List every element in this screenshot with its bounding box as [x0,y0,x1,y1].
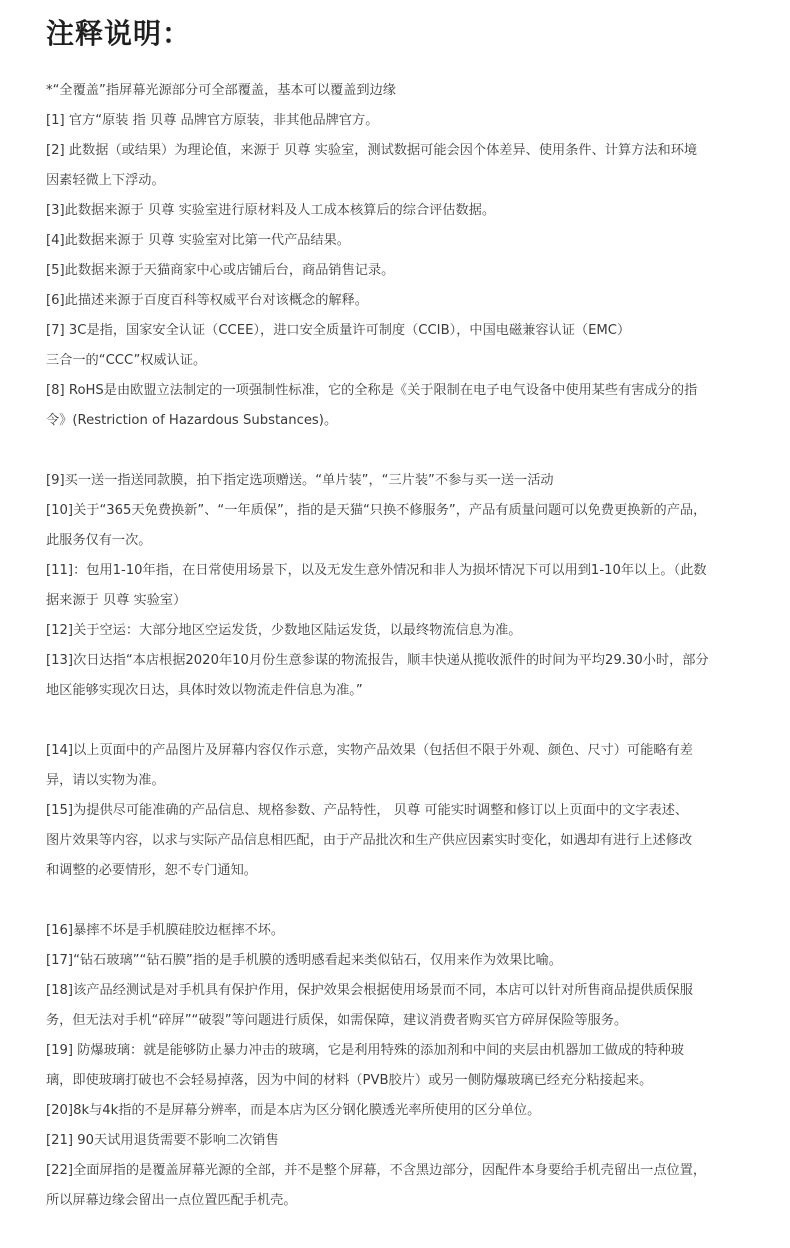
note-line: 令》(Restriction of Hazardous Substances)。 [46,413,338,428]
note-line: [16]暴摔不坏是手机膜硅胶边框摔不坏。 [46,923,285,938]
note-line: *“全覆盖”指屏幕光源部分可全部覆盖，基本可以覆盖到边缘 [46,83,396,98]
note-line: 图片效果等内容，以求与实际产品信息相匹配，由于产品批次和生产供应因素实时变化，如遇却有进行上述修改 [46,833,693,848]
note-line: 此服务仅有一次。 [46,533,152,548]
note-line: 因素轻微上下浮动。 [46,173,165,188]
note-line: [12]关于空运：大部分地区空运发货，少数地区陆运发货，以最终物流信息为准。 [46,623,522,638]
note-line: 地区能够实现次日达，具体时效以物流走件信息为准。” [46,683,363,698]
note-line: [10]关于“365天免费换新”、“一年质保”，指的是天猫“只换不修服务”，产品有质量问题可以免费更换新的产品， [46,503,707,518]
section-spacer [46,886,752,916]
note-line: [13]次日达指“本店根据2020年10月份生意参谋的物流报告，顺丰快递从揽收派件的时间为平均29.30小时，部分 [46,653,709,668]
note-line: [6]此描述来源于百度百科等权威平台对该概念的解释。 [46,293,368,308]
note-line: [21] 90天试用退货需要不影响二次销售 [46,1133,279,1148]
note-line: [15]为提供尽可能准确的产品信息、规格参数、产品特性， 贝尊 可能实时调整和修订以上页面中的文字表述、 [46,803,689,818]
note-line: 璃，即使玻璃打破也不会轻易掉落，因为中间的材料（PVB胶片）或另一侧防爆玻璃已经充分粘接起来。 [46,1073,653,1088]
note-line: [3]此数据来源于 贝尊 实验室进行原材料及人工成本核算后的综合评估数据。 [46,203,496,218]
note-line: [22]全面屏指的是覆盖屏幕光源的全部，并不是整个屏幕，不含黑边部分，因配件本身要给手机壳留出一点位置， [46,1163,707,1178]
note-line: [5]此数据来源于天猫商家中心或店铺后台，商品销售记录。 [46,263,395,278]
note-line: [4]此数据来源于 贝尊 实验室对比第一代产品结果。 [46,233,350,248]
section-spacer [46,436,752,466]
note-line: 务，但无法对手机“碎屏”“破裂”等问题进行质保，如需保障，建议消费者购买官方碎屏保险等服务。 [46,1013,628,1028]
note-line: [18]该产品经测试是对手机具有保护作用，保护效果会根据使用场景而不同，本店可以针对所售商品提供质保服 [46,983,693,998]
note-line: [11]：包用1-10年指，在日常使用场景下，以及无发生意外情况和非人为损坏情况下可以用到1-10年以上。（此数 [46,563,707,578]
note-line: [19] 防爆玻璃：就是能够防止暴力冲击的玻璃，它是利用特殊的添加剂和中间的夹层由机器加工做成的特种玻 [46,1043,684,1058]
note-line: 三合一的“CCC”权威认证。 [46,353,207,368]
note-line: [20]8k与4k指的不是屏幕分辨率，而是本店为区分钢化膜透光率所使用的区分单位。 [46,1103,541,1118]
note-line: 和调整的必要情形，恕不专门通知。 [46,863,257,878]
note-line: 异，请以实物为准。 [46,773,165,788]
section-spacer [46,706,752,736]
note-line: [9]买一送一指送同款膜，拍下指定选项赠送。“单片装”，“三片装”不参与买一送一活动 [46,473,554,488]
note-line: [2] 此数据（或结果）为理论值，来源于 贝尊 实验室，测试数据可能会因个体差异、使用条件、计算方法和环境 [46,143,698,158]
note-line: [17]“钻石玻璃”“钻石膜”指的是手机膜的透明感看起来类似钻石，仅用来作为效果比喻。 [46,953,562,968]
note-line: 所以屏幕边缘会留出一点位置匹配手机壳。 [46,1193,297,1208]
page-title: 注释说明： [46,17,192,50]
note-line: [8] RoHS是由欧盟立法制定的一项强制性标准，它的全称是《关于限制在电子电气设备中使用某些有害成分的指 [46,383,698,398]
note-line: [14]以上页面中的产品图片及屏幕内容仅作示意，实物产品效果（包括但不限于外观、颜色、尺寸）可能略有差 [46,743,693,758]
notes-list [46,76,752,1216]
note-line: [1] 官方“原装 指 贝尊 品牌官方原装，非其他品牌官方。 [46,113,379,128]
note-line: 据来源于 贝尊 实验室） [46,593,187,608]
note-line: [7] 3C是指，国家安全认证（CCEE），进口安全质量许可制度（CCIB），中国电磁兼容认证（EMC） [46,323,631,338]
